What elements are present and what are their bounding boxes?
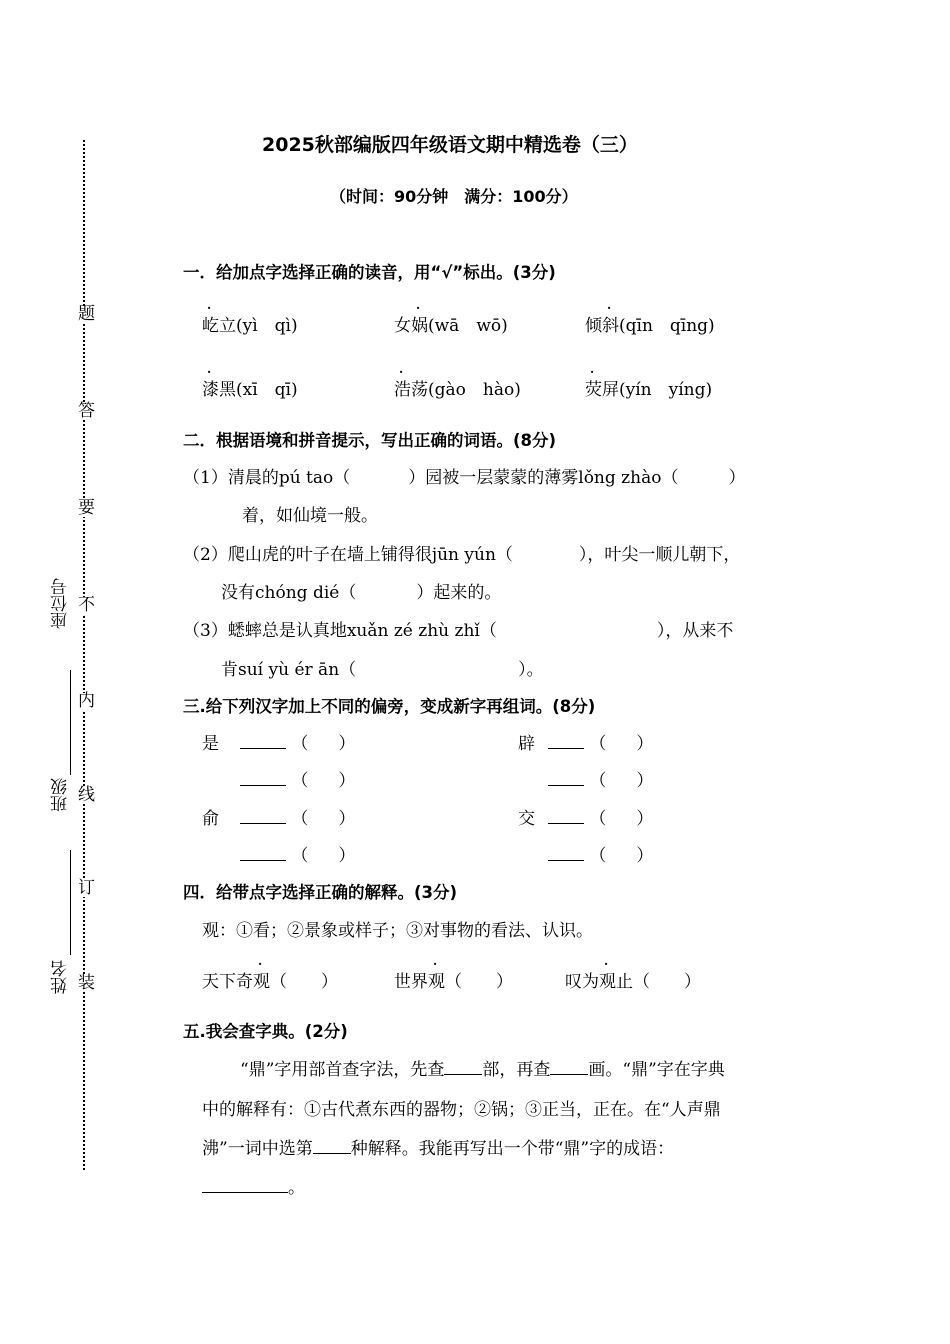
s3-row-r4[interactable]: （ ） [548, 841, 653, 866]
seal-char-2: 订 [78, 878, 95, 898]
seal-char-3: 线 [78, 785, 95, 805]
page-subtitle: （时间：90分钟 满分：100分） [330, 187, 578, 206]
seal-char-5: 不 [78, 595, 95, 615]
s2-line4: 没有chóng dié（ ）起来的。 [221, 583, 502, 603]
s1-item-3: 倾 · 斜(qīn qīng) [585, 301, 715, 336]
section3-heading: 三.给下列汉字加上不同的偏旁，变成新字再组词。(8分) [183, 697, 596, 716]
s4-q3: 叹为 · 观止（ ） [565, 957, 701, 992]
seal-char-7: 答 [78, 401, 95, 421]
s1-item-6: · 荧屏(yín yíng) [585, 365, 713, 400]
s4-q1: 天下奇 · 观（ ） [202, 957, 338, 992]
section5-heading: 五.我会查字典。(2分) [183, 1022, 348, 1041]
class-label: 班级 [51, 778, 71, 812]
s2-line5: （3）蟋蟀总是认真地xuǎn zé zhù zhǐ（ ），从来不 [183, 621, 734, 641]
s3-row-l3[interactable]: （ ） [240, 804, 355, 829]
s2-line2: 着，如仙境一般。 [242, 506, 378, 526]
s5-para4[interactable]: 。 [202, 1173, 305, 1198]
s3-row-l4[interactable]: （ ） [240, 841, 355, 866]
s1-item-4: · 漆黑(xī qī) [202, 365, 298, 400]
s4-definition: 观：①看；②景象或样子；③对事物的看法、认识。 [202, 921, 593, 941]
s3-row-r1[interactable]: （ ） [548, 729, 653, 754]
s3-char-4: 交 [518, 809, 535, 829]
s4-q2: 世界 · 观（ ） [394, 957, 513, 992]
s1-item-5: · 浩荡(gào hào) [394, 365, 521, 400]
s2-line6: 肯suí yù ér ān（ ）。 [221, 660, 544, 680]
name-label: 姓名 [51, 960, 71, 994]
section1-heading: 一．给加点字选择正确的读音，用“√”标出。(3分) [183, 263, 556, 282]
binding-dotted-line [83, 140, 85, 1170]
name-line[interactable] [70, 850, 71, 955]
seal-char-8: 题 [78, 304, 95, 324]
s3-row-l1[interactable]: （ ） [240, 729, 355, 754]
s3-char-1: 是 [202, 734, 219, 754]
s2-line3: （2）爬山虎的叶子在墙上铺得很jūn yún（ ），叶尖一顺儿朝下， [183, 545, 741, 565]
s5-para2: 中的解释有：①古代煮东西的器物；②锅；③正当，正在。在“人声鼎 [202, 1100, 721, 1120]
seat-label: 座位号 [51, 578, 71, 629]
page-title: 2025秋部编版四年级语文期中精选卷（三） [262, 134, 638, 156]
seal-char-4: 内 [78, 691, 95, 711]
s1-item-1: · 屹立(yì qì) [202, 301, 298, 336]
class-line[interactable] [70, 670, 71, 775]
section4-heading: 四．给带点字选择正确的解释。(3分) [183, 883, 458, 902]
section2-heading: 二．根据语境和拼音提示，写出正确的词语。(8分) [183, 431, 557, 450]
s3-row-r2[interactable]: （ ） [548, 766, 653, 791]
seal-char-1: 装 [78, 973, 95, 993]
s5-para1: “鼎”字用部首查字法，先查 部，再查 画。“鼎”字在字典 [240, 1060, 725, 1080]
s3-row-r3[interactable]: （ ） [548, 804, 653, 829]
s3-char-3: 俞 [202, 809, 219, 829]
s5-para3: 沸”一词中选第 种解释。我能再写出一个带“鼎”字的成语： [202, 1139, 675, 1159]
s3-row-l2[interactable]: （ ） [240, 766, 355, 791]
seal-char-6: 要 [78, 498, 95, 518]
s3-char-2: 辟 [518, 734, 535, 754]
s2-line1: （1）清晨的pú tao（ ）园被一层蒙蒙的薄雾lǒng zhào（ ） [183, 468, 746, 488]
s1-item-2: 女 · 娲(wā wō) [394, 301, 508, 336]
